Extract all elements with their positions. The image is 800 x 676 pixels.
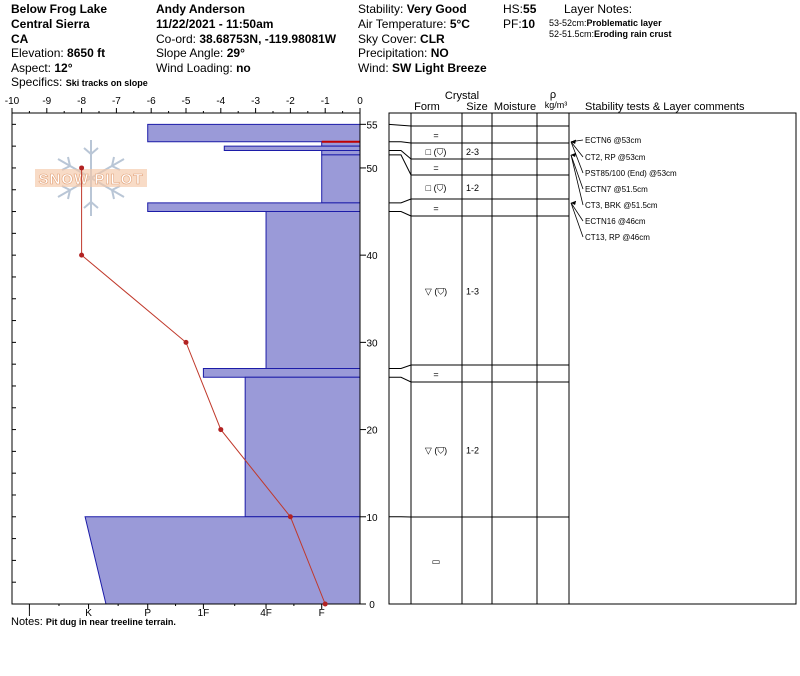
temperature-tick-label: 0 (357, 96, 363, 107)
height-tick-label: 10 (366, 512, 378, 524)
temperature-tick-label: -4 (216, 96, 226, 107)
hardness-layers (85, 124, 360, 604)
height-tick-label: 50 (366, 163, 378, 175)
form-header: Form (414, 101, 440, 113)
height-tick-label: 20 (366, 425, 378, 437)
hardness-layer (266, 212, 360, 369)
height-tick-label: 40 (366, 251, 378, 263)
crystal-header: Crystal (444, 90, 480, 102)
hs-label: HS: (503, 2, 524, 16)
layer-form: = (433, 369, 439, 380)
rho-header: ρ (549, 89, 557, 101)
hardness-tick-label: I (28, 608, 31, 619)
temperature-point (288, 514, 293, 519)
stability-test: CT3, BRK @51.5cm (585, 201, 658, 210)
aspect-value: 12° (54, 61, 73, 75)
hardness-tick-label: K (85, 608, 92, 619)
hardness-tick-label: P (144, 608, 152, 619)
stability-test: ECTN6 @53cm (585, 136, 642, 145)
stability-test: CT2, RP @53cm (585, 153, 646, 162)
height-tick-label: 55 (366, 120, 378, 132)
stability-value: Very Good (406, 2, 467, 16)
temperature-tick-label: -1 (320, 96, 330, 107)
precip-value: NO (430, 46, 449, 60)
hardness-layer (245, 377, 360, 517)
hardness-layer (148, 203, 360, 212)
layer-connector (389, 199, 411, 203)
coord-value: 38.68753N, -119.98081W (199, 32, 337, 46)
hardness-layer (322, 155, 360, 203)
temperature-tick-label: -6 (146, 96, 156, 107)
slope-value: 29° (226, 46, 245, 60)
sky-value: CLR (420, 32, 445, 46)
temperature-point (218, 427, 223, 432)
hardness-tick-label: 1F (197, 608, 210, 619)
wind-loading-label: Wind Loading: (156, 61, 233, 75)
layer-note-1-range: 53-52cm: (549, 18, 587, 28)
stability-test-leader (571, 203, 583, 237)
specifics-value: Ski tracks on slope (65, 78, 148, 88)
stability-test: PST85/100 (End) @53cm (585, 169, 677, 178)
slope-label: Slope Angle: (156, 46, 224, 60)
layer-connector (389, 155, 411, 175)
datetime: 11/22/2021 - 11:50am (156, 17, 274, 31)
stability-test: ECTN16 @46cm (585, 217, 646, 226)
stability-header: Stability tests & Layer comments (585, 101, 745, 113)
layer-connector (389, 212, 411, 216)
observer: Andy Anderson (156, 2, 245, 16)
temperature-point (79, 253, 84, 258)
notes (11, 617, 176, 628)
air-temp-label: Air Temperature: (358, 17, 447, 31)
layer-form: ▭ (431, 556, 441, 567)
location: Below Frog Lake (11, 2, 108, 16)
moisture-header: Moisture (493, 101, 537, 113)
layer-form: = (433, 163, 439, 173)
hardness-layer (322, 151, 360, 155)
layer-size: 2-3 (466, 147, 480, 157)
stability-test-leader (571, 142, 583, 173)
aspect-label: Aspect: (11, 61, 52, 75)
sky-label: Sky Cover: (358, 32, 417, 46)
temperature-axis (5, 96, 363, 113)
layer-note-2-text: Eroding rain crust (594, 29, 672, 39)
stability-test-leader (571, 155, 583, 205)
temperature-point (184, 340, 189, 345)
snowpilot-logo (35, 140, 147, 216)
height-tick-label: 0 (369, 600, 375, 611)
layer-connector (389, 365, 411, 369)
temperature-tick-label: -9 (42, 96, 52, 107)
hardness-layer (203, 369, 360, 378)
air-temp-value: 5°C (449, 17, 470, 31)
pf-label: PF: (503, 17, 522, 31)
layer-form: ▽ (⛉) (424, 445, 448, 456)
layer-form: ▽ (⛉) (424, 286, 448, 297)
temperature-tick-label: -3 (251, 96, 261, 107)
hardness-tick-label: F (318, 608, 325, 619)
coord-label: Co-ord: (156, 32, 197, 46)
wind-value: SW Light Breeze (392, 61, 487, 75)
layer-connector (389, 124, 411, 126)
temperature-tick-label: -5 (181, 96, 191, 107)
stability-test-leader (571, 203, 583, 221)
temperature-tick-label: -8 (77, 96, 87, 107)
layer-note-1-text: Problematic layer (586, 18, 662, 28)
layer-note-2-range: 52-51.5cm: (549, 29, 595, 39)
elevation-value: 8650 ft (67, 46, 106, 60)
specifics-label: Specifics: (11, 75, 63, 89)
layer-form: □ (⛉) (425, 183, 447, 193)
stability-test-leader (571, 155, 583, 189)
layer-form: = (433, 130, 439, 141)
temperature-point (79, 165, 84, 170)
stability-test: CT13, RP @46cm (585, 233, 650, 242)
layer-notes-title: Layer Notes: (564, 2, 633, 16)
notes-value: Pit dug in near treeline terrain. (45, 617, 176, 627)
stability-tests (571, 136, 677, 242)
layer-connector (389, 142, 411, 143)
temperature-tick-label: -7 (111, 96, 121, 107)
hardness-layer (224, 146, 360, 150)
wind-loading-value: no (236, 61, 251, 75)
stability-label: Stability: (358, 2, 404, 16)
layer-connector (389, 377, 411, 382)
temperature-point (323, 602, 328, 607)
range: Central Sierra (11, 17, 90, 31)
layer-size: 1-2 (466, 183, 480, 193)
hardness-tick-label: 4F (260, 608, 272, 619)
hardness-layer (85, 517, 360, 604)
notes-label: Notes: (11, 616, 43, 628)
temperature-tick-label: -2 (285, 96, 295, 107)
wind-label: Wind: (358, 61, 389, 75)
hs-value: 55 (523, 2, 537, 16)
layer-form: □ (⛉) (425, 147, 447, 157)
layer-form: = (433, 203, 439, 214)
density-unit-header: kg/m³ (544, 100, 568, 110)
hardness-layer (148, 124, 360, 141)
logo-text: SNOW PILOT (38, 171, 144, 188)
elevation-label: Elevation: (11, 46, 64, 60)
layer-size: 1-3 (466, 286, 480, 297)
precip-label: Precipitation: (358, 46, 428, 60)
stability-test: ECTN7 @51.5cm (585, 185, 648, 194)
size-header: Size (466, 101, 488, 113)
pf-value: 10 (521, 17, 536, 31)
temperature-tick-label: -10 (4, 96, 20, 107)
height-tick-label: 30 (366, 338, 378, 350)
layer-size: 1-2 (466, 445, 480, 456)
state: CA (11, 32, 29, 46)
